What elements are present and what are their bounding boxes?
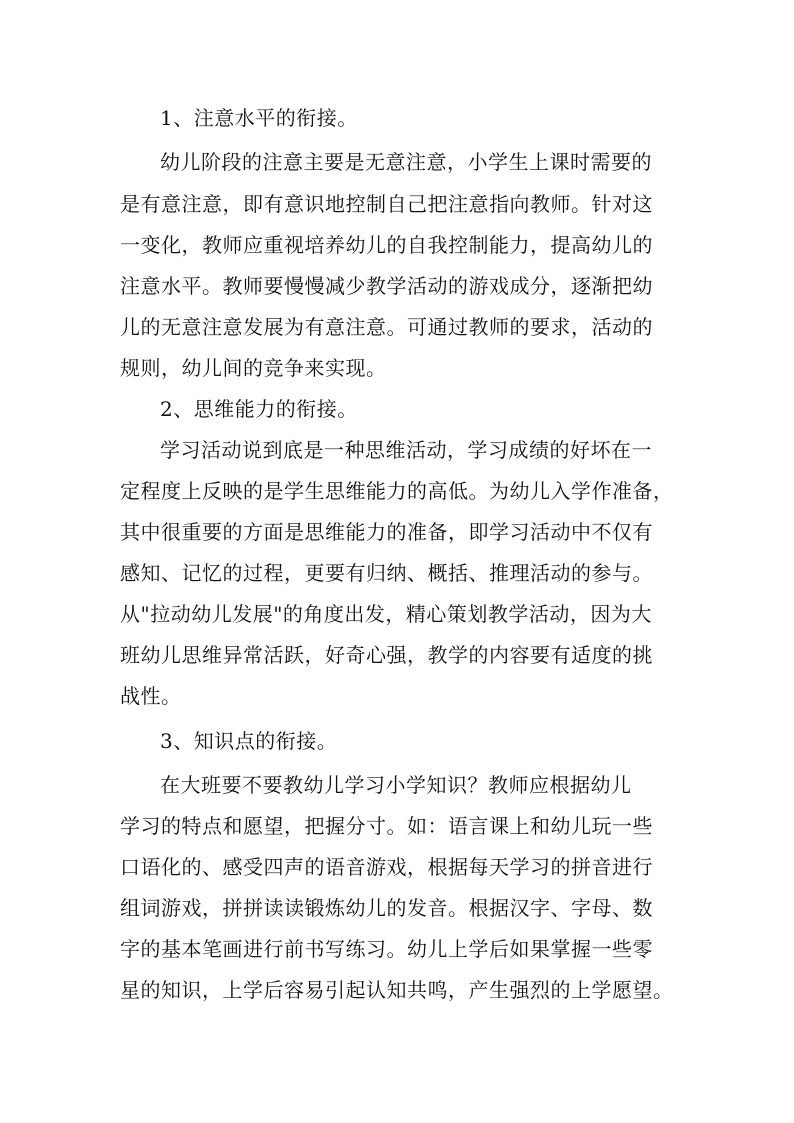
paragraph-line: 感知、记忆的过程，更要有归纳、概括、推理活动的参与。 xyxy=(120,561,653,585)
paragraph-line: 幼儿阶段的注意主要是无意注意，小学生上课时需要的 xyxy=(160,150,652,174)
paragraph-line: 定程度上反映的是学生思维能力的高低。为幼儿入学作准备， xyxy=(120,479,674,503)
paragraph-line: 是有意注意，即有意识地控制自己把注意指向教师。针对这 xyxy=(120,192,653,216)
section-heading: 2、思维能力的衔接。 xyxy=(160,397,358,421)
paragraph-line: 规则，幼儿间的竞争来实现。 xyxy=(120,356,387,380)
section-heading: 1、注意水平的衔接。 xyxy=(160,106,358,130)
paragraph-line: 字的基本笔画进行前书写练习。幼儿上学后如果掌握一些零 xyxy=(120,937,653,961)
paragraph-line: 星的知识，上学后容易引起认知共鸣，产生强烈的上学愿望。 xyxy=(120,978,674,1002)
paragraph-line: 注意水平。教师要慢慢减少教学活动的游戏成分，逐渐把幼 xyxy=(120,274,653,298)
paragraph-line: 其中很重要的方面是思维能力的准备，即学习活动中不仅有 xyxy=(120,520,653,544)
section-heading: 3、知识点的衔接。 xyxy=(160,729,338,753)
paragraph-line: 在大班要不要教幼儿学习小学知识？教师应根据幼儿 xyxy=(160,773,632,797)
paragraph-line: 一变化，教师应重视培养幼儿的自我控制能力，提高幼儿的 xyxy=(120,233,653,257)
paragraph-line: 战性。 xyxy=(120,684,182,708)
paragraph-line: 学习的特点和愿望，把握分寸。如：语言课上和幼儿玩一些 xyxy=(120,814,653,838)
paragraph-line: 班幼儿思维异常活跃，好奇心强，教学的内容要有适度的挑 xyxy=(120,643,653,667)
paragraph-line: 口语化的、感受四声的语音游戏，根据每天学习的拼音进行 xyxy=(120,855,653,879)
paragraph-line: 组词游戏，拼拼读读锻炼幼儿的发音。根据汉字、字母、数 xyxy=(120,896,653,920)
paragraph-line: 儿的无意注意发展为有意注意。可通过教师的要求，活动的 xyxy=(120,315,653,339)
paragraph-line: 从"拉动幼儿发展"的角度出发，精心策划教学活动，因为大 xyxy=(120,602,652,626)
paragraph-line: 学习活动说到底是一种思维活动，学习成绩的好坏在一 xyxy=(160,438,652,462)
